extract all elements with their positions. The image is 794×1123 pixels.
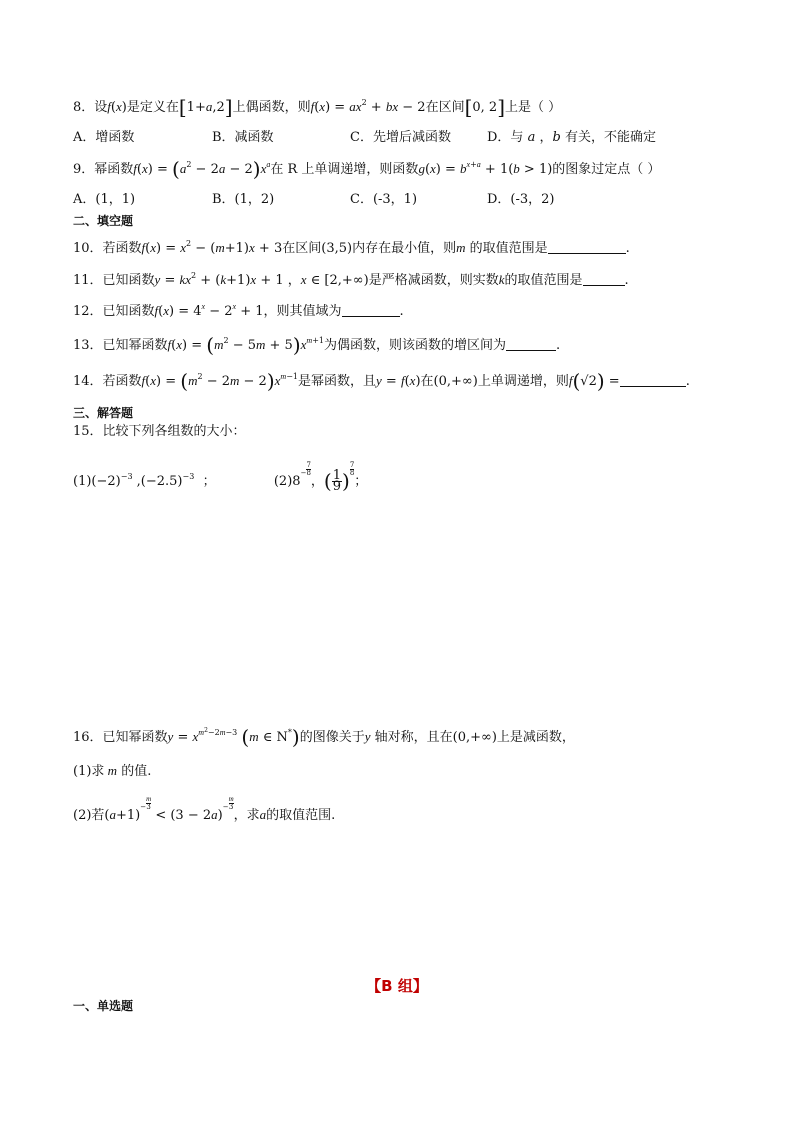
q8-option-d: D．与 a ，b 有关，不能确定 (487, 130, 656, 145)
question-16: 16．已知幂函数$y = x^{m^2-2m-3}$ (m ∈ N*)的图像关于y 轴对称，且在(0,+∞)上是减函数， (73, 725, 575, 749)
question-12: 12．已知函数$f(x) = 4^x - 2^x + 1$，则其值域为 . (73, 302, 404, 319)
question-9: 9．幂函数$f(x) = (a^2 - 2a - 2)x^a$在 R 上单调递增，则函数$g(x) = b^{x+a} + 1(b > 1)$的图象过定点（ ） (73, 157, 661, 181)
section-fill-in: 二、填空题 (73, 214, 134, 228)
q8-option-a: A．增函数 (73, 130, 135, 145)
q9-option-b: B．(1，2) (212, 192, 275, 207)
q8-option-b: B．减函数 (212, 130, 274, 145)
section-single-choice: 一、单选题 (73, 999, 134, 1013)
question-14: 14．若函数$f(x) = (m^2 - 2m - 2)x^{m-1}$是幂函数，且y = f(x)在(0,+∞)上单调递增，则f(√2) = . (73, 369, 690, 393)
question-16-part-1: (1)求 m 的值. (73, 763, 152, 779)
q9-option-c: C．(-3，1) (350, 192, 418, 207)
question-8: 8．设f(x)是定义在[1+a,2]上偶函数，则$f(x) = ax^2$ + bx − 2在区间[0, 2]上是（ ） (73, 95, 562, 119)
question-11: 11．已知函数$y = kx^2 + (k+1)x + 1$ ，x ∈ [2,+∞)是严格减函数，则实数k的取值范围是 . (73, 271, 629, 288)
q9-option-d: D．(-3，2) (487, 192, 555, 207)
question-15-parts: $(1)(-2)^{-3}$ $,(-2.5)^{-3}$ ； (2)8− $\frac{7}{8}$ ，( $\frac{1}{9}$ ) $\frac{7}{8}$ ； (73, 461, 368, 494)
q9-option-a: A．(1，1) (73, 192, 136, 207)
group-b-title: 【B 组】 (366, 977, 428, 995)
q8-option-c: C．先增后减函数 (350, 130, 451, 145)
question-16-part-2: (2)若(a+1)− $\frac{m}{3}$ < (3 − 2a)− $\frac{m}{3}$ ，求a的取值范围. (73, 795, 336, 823)
question-13: 13．已知幂函数$f(x) = (m^2 - 5m + 5)x^{m+1}$为偶函数，则该函数的增区间为 . (73, 333, 561, 357)
question-10: 10．若函数$f(x) = x^2 - (m+1)x + 3$在区间(3,5)内存在最小值，则m 的取值范围是 . (73, 239, 630, 256)
section-answer: 三、解答题 (73, 406, 134, 420)
question-15-title: 15．比较下列各组数的大小： (73, 424, 246, 439)
